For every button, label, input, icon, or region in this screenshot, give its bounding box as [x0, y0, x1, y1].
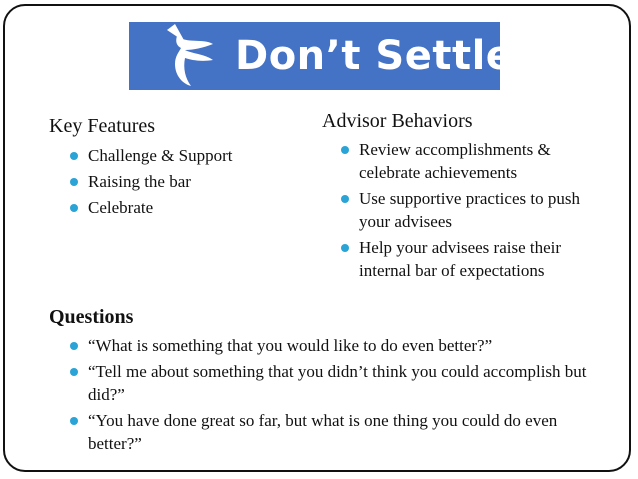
key-features-heading: Key Features [49, 115, 156, 137]
bullet-icon [70, 417, 78, 425]
bullet-icon [70, 342, 78, 350]
list-item [340, 138, 602, 184]
key-features-list [69, 144, 309, 222]
list-item [69, 360, 589, 406]
list-item-text: Raising the bar [88, 172, 191, 191]
bullet-icon [341, 146, 349, 154]
list-item-text: Use supportive practices to push your advisees [359, 189, 580, 231]
bullet-icon [70, 204, 78, 212]
list-item [69, 144, 309, 167]
running-figure-logo-icon [163, 24, 215, 88]
list-item-text: “What is something that you would like to do even better?” [88, 336, 493, 355]
advisor-behaviors-heading: Advisor Behaviors [322, 110, 473, 132]
bullet-icon [70, 178, 78, 186]
banner-title: Don’t Settle [235, 33, 514, 79]
list-item [69, 170, 309, 193]
questions-list [69, 334, 589, 458]
list-item-text: “Tell me about something that you didn’t think you could accomplish but did?” [88, 362, 587, 404]
list-item-text: Help your advisees raise their internal bar of expectations [359, 238, 562, 280]
bullet-icon [341, 195, 349, 203]
list-item [69, 196, 309, 219]
list-item-text: “You have done great so far, but what is one thing you could do even better?” [88, 411, 558, 453]
list-item [69, 334, 589, 357]
slide-frame [3, 4, 631, 472]
list-item [69, 409, 589, 455]
bullet-icon [70, 368, 78, 376]
bullet-icon [341, 244, 349, 252]
list-item-text: Celebrate [88, 198, 154, 217]
questions-heading: Questions [49, 306, 134, 328]
list-item-text: Review accomplishments & celebrate achievements [359, 140, 551, 182]
bullet-icon [70, 152, 78, 160]
list-item [340, 236, 602, 282]
list-item-text: Challenge & Support [88, 146, 233, 165]
advisor-behaviors-list [340, 138, 602, 285]
title-banner [129, 22, 514, 90]
list-item [340, 187, 602, 233]
